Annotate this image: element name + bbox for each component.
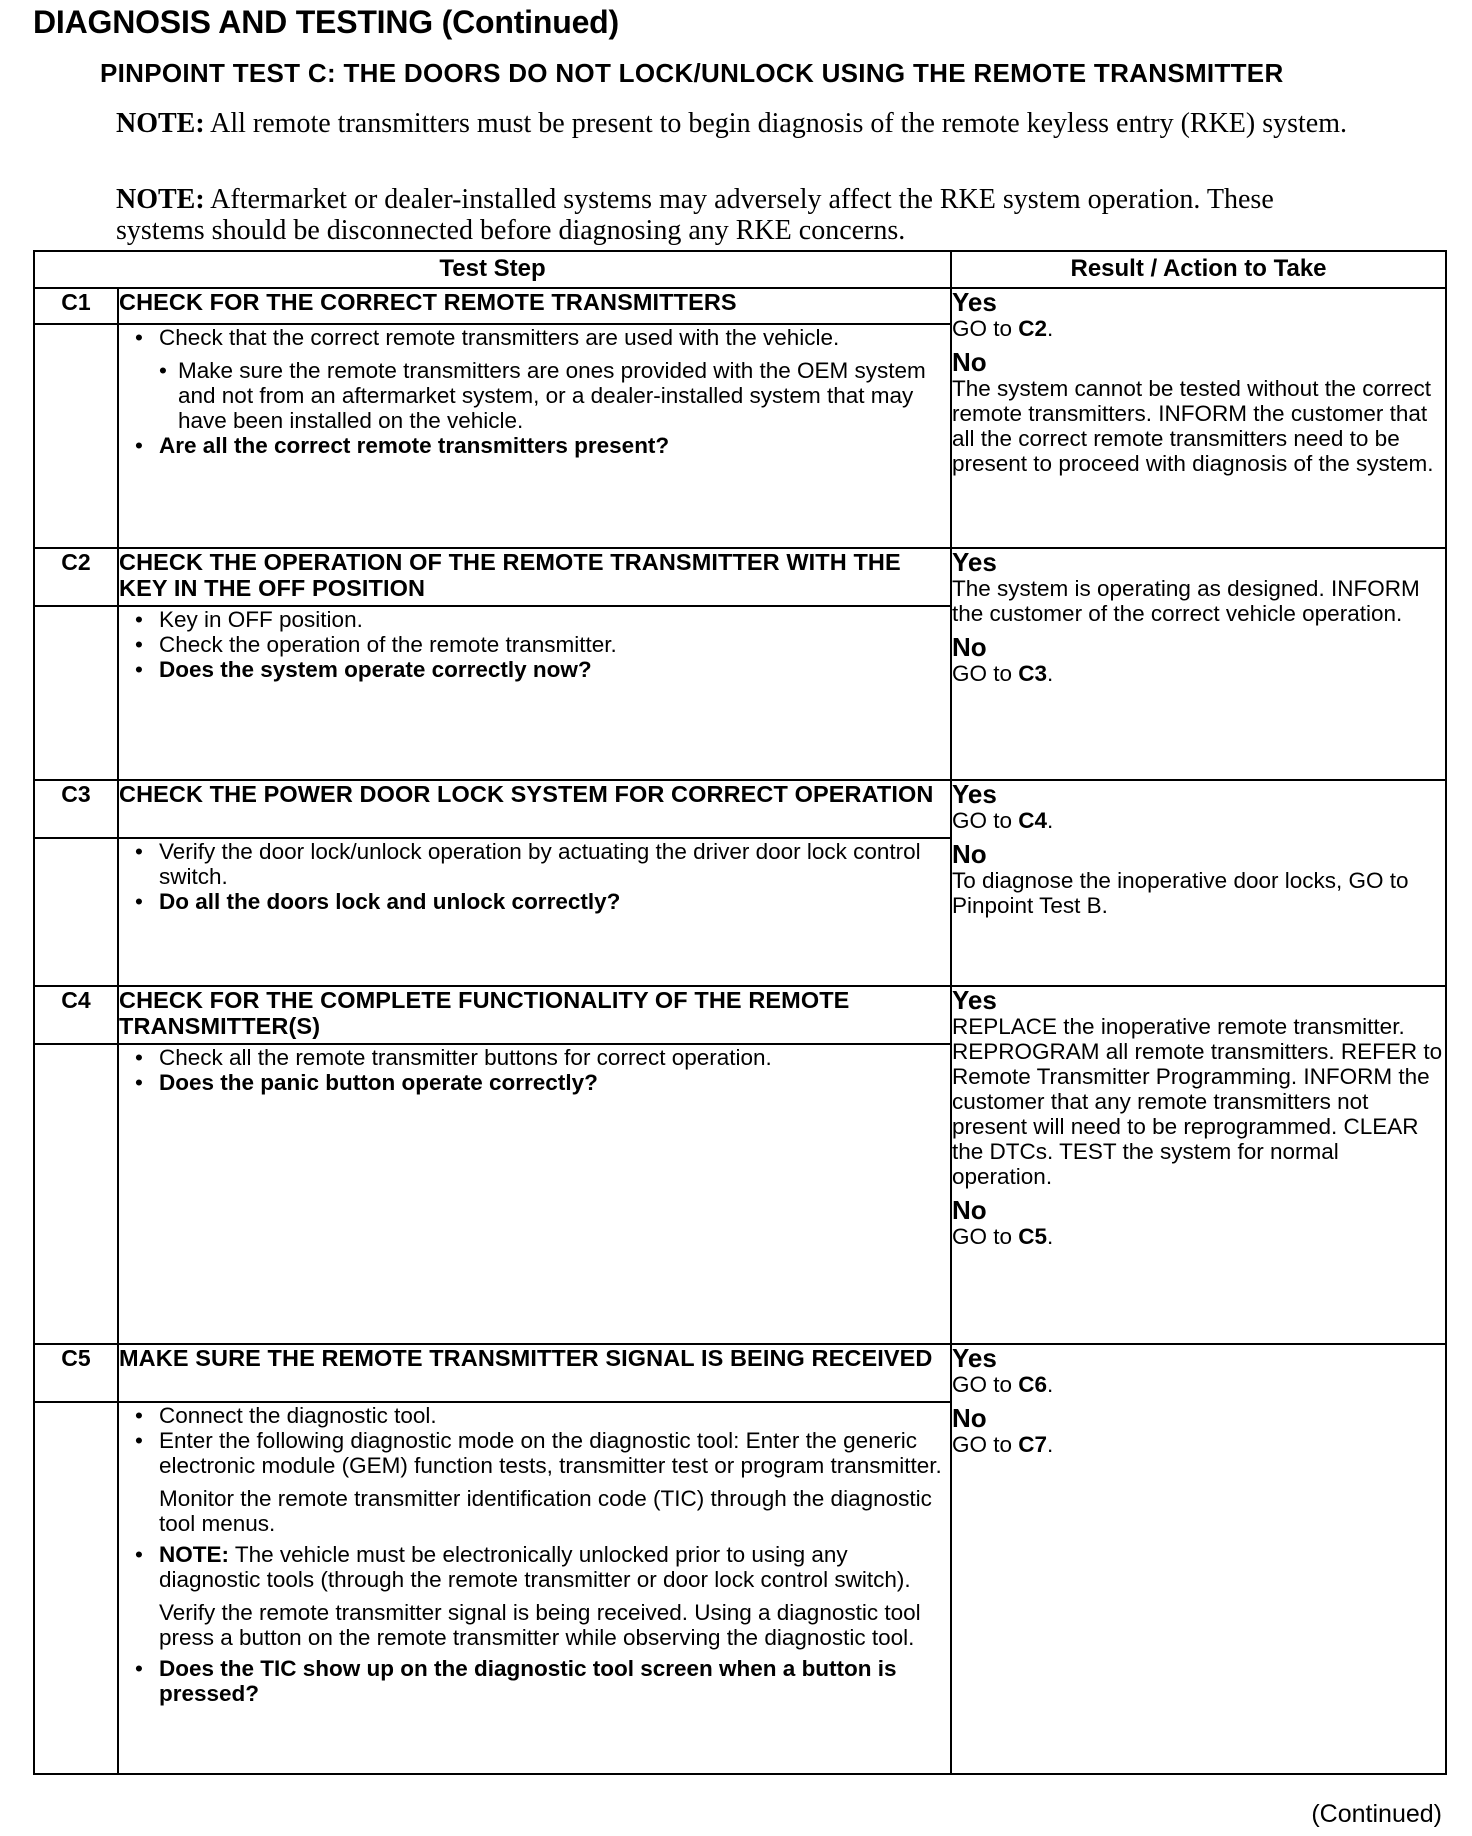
- yes-action: The system is operating as designed. INFORM the customer of the correct vehicle operation.: [952, 576, 1420, 626]
- step-body: [118, 1044, 951, 1344]
- instruction-text: Check all the remote transmitter buttons for correct operation.: [159, 1045, 772, 1070]
- list-item: [119, 1403, 950, 1428]
- bullet: •: [135, 1542, 143, 1567]
- step-result: [951, 986, 1446, 1344]
- continued-label: (Continued): [1311, 1800, 1442, 1828]
- step-id: C3: [34, 780, 118, 838]
- yes-action: GO to C4.: [952, 808, 1054, 833]
- step-body: [118, 606, 951, 780]
- note-text: All remote transmitters must be present to begin diagnosis of the remote keyless entry (RKE) system.: [204, 108, 1348, 139]
- bullet: •: [135, 433, 143, 458]
- pinpoint-test-title: PINPOINT TEST C: THE DOORS DO NOT LOCK/UNLOCK USING THE REMOTE TRANSMITTER: [100, 58, 1284, 88]
- yes-label: Yes: [952, 547, 997, 577]
- question-text: Do all the doors lock and unlock correctly?: [159, 889, 621, 914]
- step-title-row: [34, 288, 1446, 324]
- col-header-result: Result / Action to Take: [951, 251, 1446, 288]
- bullet: •: [135, 607, 143, 632]
- step-reference: C5: [1018, 1224, 1048, 1249]
- instruction-text: Verify the door lock/unlock operation by actuating the driver door lock control switch.: [159, 839, 921, 889]
- step-id-spacer: [34, 324, 118, 548]
- instruction-text: [159, 1542, 950, 1592]
- note-aftermarket-systems: [116, 184, 1366, 246]
- yes-label: Yes: [952, 779, 997, 809]
- list-item: [119, 1045, 950, 1070]
- go-to-text: GO to: [952, 1432, 1019, 1457]
- no-label: No: [952, 1403, 987, 1433]
- no-label: No: [952, 347, 987, 377]
- go-to-text: GO to: [952, 1372, 1019, 1397]
- yes-action: REPLACE the inoperative remote transmitter. REPROGRAM all remote transmitters. REFER to Remote Transmitter Programming. INFORM the customer that any remote transmitters not present will need to be reprogrammed. CLEAR the DTCs. TEST the system for normal operation.: [952, 1014, 1443, 1189]
- step-id-spacer: [34, 606, 118, 780]
- list-item: [159, 358, 950, 433]
- bullet: •: [135, 1045, 143, 1070]
- step-id-spacer: [34, 1044, 118, 1344]
- list-item: [119, 607, 950, 632]
- step-result: [951, 548, 1446, 780]
- step-body: [118, 1402, 951, 1774]
- question-text: Are all the correct remote transmitters present?: [159, 433, 670, 458]
- step-result: [951, 288, 1446, 548]
- step-title-row: [34, 1344, 1446, 1402]
- step-id-spacer: [34, 1402, 118, 1774]
- no-action: The system cannot be tested without the correct remote transmitters. INFORM the customer that all the correct remote transmitters need to be present to proceed with diagnosis of the system.: [952, 376, 1434, 476]
- step-reference: C2: [1018, 316, 1048, 341]
- list-item: [119, 1542, 950, 1592]
- step-id-spacer: [34, 838, 118, 986]
- list-item: [119, 325, 950, 350]
- go-to-text: GO to: [952, 661, 1019, 686]
- step-title: CHECK THE OPERATION OF THE REMOTE TRANSMITTER WITH THE KEY IN THE OFF POSITION: [118, 548, 951, 606]
- step-id: C1: [34, 288, 118, 324]
- list-item: [119, 1428, 950, 1478]
- no-label: No: [952, 839, 987, 869]
- no-label: No: [952, 632, 987, 662]
- yes-action: GO to C2.: [952, 316, 1054, 341]
- step-id: C2: [34, 548, 118, 606]
- step-reference: C6: [1018, 1372, 1048, 1397]
- yes-label: Yes: [952, 985, 997, 1015]
- go-to-text: GO to: [952, 1224, 1019, 1249]
- bullet: •: [159, 358, 167, 383]
- instruction-paragraph: Verify the remote transmitter signal is being received. Using a diagnostic tool press a button on the remote transmitter while observing the diagnostic tool.: [159, 1600, 921, 1650]
- instruction-text: Key in OFF position.: [159, 607, 363, 632]
- bullet: •: [135, 1656, 143, 1681]
- list-item: [119, 433, 950, 458]
- table-header-row: [34, 251, 1446, 288]
- yes-label: Yes: [952, 1343, 997, 1373]
- no-action: GO to C3.: [952, 661, 1054, 686]
- list-item: [119, 632, 950, 657]
- list-item: [119, 1070, 950, 1095]
- bullet: •: [135, 325, 143, 350]
- step-id: C4: [34, 986, 118, 1044]
- instruction-text: Enter the following diagnostic mode on the diagnostic tool: Enter the generic electronic module (GEM) function tests, transmitter test or program transmitter.: [159, 1428, 942, 1478]
- col-header-test-step: Test Step: [34, 251, 951, 288]
- bullet: •: [135, 839, 143, 864]
- bullet: •: [135, 1428, 143, 1453]
- question-text: Does the system operate correctly now?: [159, 657, 592, 682]
- note-remote-transmitters: [116, 108, 1366, 139]
- instruction-text: Check that the correct remote transmitters are used with the vehicle.: [159, 325, 840, 350]
- bullet: •: [135, 657, 143, 682]
- no-action: GO to C5.: [952, 1224, 1054, 1249]
- question-text: Does the panic button operate correctly?: [159, 1070, 598, 1095]
- step-body: [118, 838, 951, 986]
- step-title-row: [34, 780, 1446, 838]
- note-text: The vehicle must be electronically unlocked prior to using any diagnostic tools (through the remote transmitter or door lock control switch).: [159, 1542, 911, 1592]
- bullet: •: [135, 1070, 143, 1095]
- list-item: [119, 889, 950, 914]
- instruction-text: Make sure the remote transmitters are ones provided with the OEM system and not from an aftermarket system, or a dealer-installed system that may have been installed on the vehicle.: [178, 358, 926, 433]
- step-reference: C7: [1018, 1432, 1048, 1457]
- step-result: [951, 780, 1446, 986]
- no-label: No: [952, 1195, 987, 1225]
- go-to-text: GO to: [952, 808, 1019, 833]
- note-text: Aftermarket or dealer-installed systems may adversely affect the RKE system operation. These systems should be disconnected before diagnosing any RKE concerns.: [116, 184, 1274, 246]
- yes-label: Yes: [952, 287, 997, 317]
- list-item: [119, 1656, 950, 1706]
- step-reference: C3: [1018, 661, 1048, 686]
- page-title: DIAGNOSIS AND TESTING (Continued): [33, 4, 619, 40]
- instruction-text: Check the operation of the remote transmitter.: [159, 632, 617, 657]
- note-label: NOTE:: [116, 108, 205, 139]
- step-title-row: [34, 548, 1446, 606]
- go-to-text: GO to: [952, 316, 1019, 341]
- no-action: GO to C7.: [952, 1432, 1054, 1457]
- bullet: •: [135, 1403, 143, 1428]
- step-body: [118, 324, 951, 548]
- instruction-text: Connect the diagnostic tool.: [159, 1403, 437, 1428]
- step-id: C5: [34, 1344, 118, 1402]
- bullet: •: [135, 632, 143, 657]
- step-title: CHECK FOR THE COMPLETE FUNCTIONALITY OF THE REMOTE TRANSMITTER(S): [118, 986, 951, 1044]
- question-text: Does the TIC show up on the diagnostic tool screen when a button is pressed?: [159, 1656, 897, 1706]
- list-item: [119, 657, 950, 682]
- list-item: [119, 839, 950, 889]
- pinpoint-test-table: [33, 250, 1447, 1775]
- step-title: MAKE SURE THE REMOTE TRANSMITTER SIGNAL IS BEING RECEIVED: [118, 1344, 951, 1402]
- yes-action: GO to C6.: [952, 1372, 1054, 1397]
- note-label: NOTE:: [116, 184, 205, 215]
- instruction-paragraph: Monitor the remote transmitter identification code (TIC) through the diagnostic tool menus.: [159, 1486, 932, 1536]
- note-label: NOTE:: [159, 1542, 229, 1567]
- bullet: •: [135, 889, 143, 914]
- step-title-row: [34, 986, 1446, 1044]
- step-title: CHECK THE POWER DOOR LOCK SYSTEM FOR CORRECT OPERATION: [118, 780, 951, 838]
- step-reference: C4: [1018, 808, 1048, 833]
- step-title: CHECK FOR THE CORRECT REMOTE TRANSMITTERS: [118, 288, 951, 324]
- step-result: [951, 1344, 1446, 1774]
- no-action: To diagnose the inoperative door locks, GO to Pinpoint Test B.: [952, 868, 1409, 918]
